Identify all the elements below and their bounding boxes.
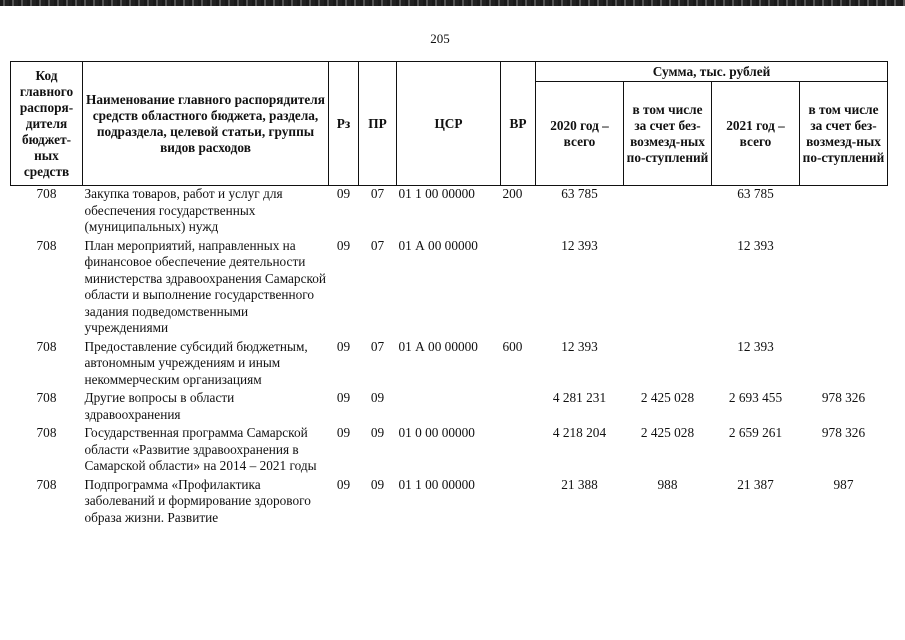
header-2021-incl: в том числе за счет без-возмезд-ных по-ступлений (800, 82, 888, 186)
cell-code: 708 (36, 390, 57, 405)
cell-code: 708 (36, 476, 57, 492)
cell-2020-incl (624, 339, 712, 391)
table-header (11, 62, 888, 186)
cell-rz: 09 (336, 425, 351, 440)
cell-2020-incl: 2 425 028 (640, 425, 695, 440)
cell-2021-incl: 978 326 (821, 390, 866, 405)
cell-code: 708 (36, 425, 57, 440)
cell-pr: 09 (370, 425, 385, 440)
cell-2021-incl: 978 326 (821, 425, 866, 440)
table-body (11, 186, 888, 529)
header-sum-group: Сумма, тыс. рублей (536, 62, 888, 82)
cell-2020-incl (624, 238, 712, 339)
cell-vr: 200 (502, 186, 523, 201)
header-csr: ЦСР (397, 62, 501, 186)
cell-2020-total: 12 393 (561, 237, 598, 253)
cell-2020-total: 63 785 (561, 186, 598, 201)
cell-2020-total: 4 218 204 (552, 425, 607, 440)
cell-pr: 07 (370, 338, 385, 354)
cell-pr: 09 (370, 476, 385, 492)
cell-2021-incl (800, 186, 888, 238)
cell-2020-incl: 988 (657, 476, 678, 492)
cell-vr (501, 390, 536, 425)
cell-vr (501, 477, 536, 529)
cell-csr (397, 390, 501, 425)
page-number: 205 (430, 31, 450, 46)
cell-csr: 01 А 00 00000 (398, 237, 478, 253)
cell-rz: 09 (336, 338, 351, 354)
cell-pr: 07 (370, 186, 385, 201)
cell-2020-incl (624, 186, 712, 238)
cell-2021-incl (800, 238, 888, 339)
header-code: Код главного распоря-дителя бюджет-ных средств (11, 62, 83, 186)
cell-2021-total: 12 393 (737, 338, 774, 354)
cell-name: Подпрограмма «Профилактика заболеваний и формирование здорового образа жизни. Развитие (84, 476, 311, 525)
cell-2021-incl (800, 339, 888, 391)
cell-2021-total: 63 785 (737, 186, 774, 201)
cell-vr: 600 (502, 338, 523, 354)
header-name: Наименование главного распорядителя средств областного бюджета, раздела, подраздела, целевой статьи, группы видов расходов (83, 62, 329, 186)
header-2021-total: 2021 год – всего (712, 82, 800, 186)
header-rz: Рз (329, 62, 359, 186)
cell-rz: 09 (336, 390, 351, 405)
cell-2020-total: 12 393 (561, 338, 598, 354)
cell-2021-total: 21 387 (737, 476, 774, 492)
header-2020-incl: в том числе за счет без-возмезд-ных по-ступлений (624, 82, 712, 186)
header-2020-total: 2020 год – всего (536, 82, 624, 186)
cell-2021-total: 2 693 455 (728, 390, 783, 405)
cell-2020-total: 4 281 231 (552, 390, 607, 405)
cell-csr: 01 1 00 00000 (398, 186, 475, 201)
table-row (11, 186, 888, 238)
cell-2021-total: 12 393 (737, 237, 774, 253)
cell-rz: 09 (336, 237, 351, 253)
cell-name: План мероприятий, направленных на финансовое обеспечение деятельности министерства здравоохранения Самарской области и выполнение государственного задания подведомственными учреждениями (84, 237, 327, 335)
header-pr: ПР (359, 62, 397, 186)
cell-2020-total: 21 388 (561, 476, 598, 492)
cell-rz: 09 (336, 186, 351, 201)
cell-pr: 07 (370, 237, 385, 253)
cell-csr: 01 0 00 00000 (398, 425, 475, 440)
cell-code: 708 (36, 338, 57, 354)
cell-2021-incl: 987 (833, 476, 854, 492)
scan-top-edge (0, 0, 905, 6)
cell-name: Другие вопросы в области здравоохранения (84, 390, 235, 422)
table-row (11, 390, 888, 425)
cell-code: 708 (36, 237, 57, 253)
cell-code: 708 (36, 186, 57, 201)
budget-table (10, 61, 888, 528)
cell-vr (501, 425, 536, 477)
header-vr: ВР (501, 62, 536, 186)
cell-2021-total: 2 659 261 (728, 425, 783, 440)
cell-name: Закупка товаров, работ и услуг для обеспечения государственных (муниципальных) нужд (84, 186, 283, 234)
cell-name: Предоставление субсидий бюджетным, автономным учреждениям и иным некоммерческим организациям (84, 338, 308, 387)
table-row (11, 238, 888, 339)
cell-vr (501, 238, 536, 339)
cell-rz: 09 (336, 476, 351, 492)
table-row (11, 477, 888, 529)
cell-name: Государственная программа Самарской области «Развитие здравоохранения в Самарской области» на 2014 – 2021 годы (84, 425, 317, 473)
cell-csr: 01 1 00 00000 (398, 476, 475, 492)
cell-pr: 09 (370, 390, 385, 405)
cell-csr: 01 А 00 00000 (398, 338, 478, 354)
table-row (11, 339, 888, 391)
table-row (11, 425, 888, 477)
cell-2020-incl: 2 425 028 (640, 390, 695, 405)
